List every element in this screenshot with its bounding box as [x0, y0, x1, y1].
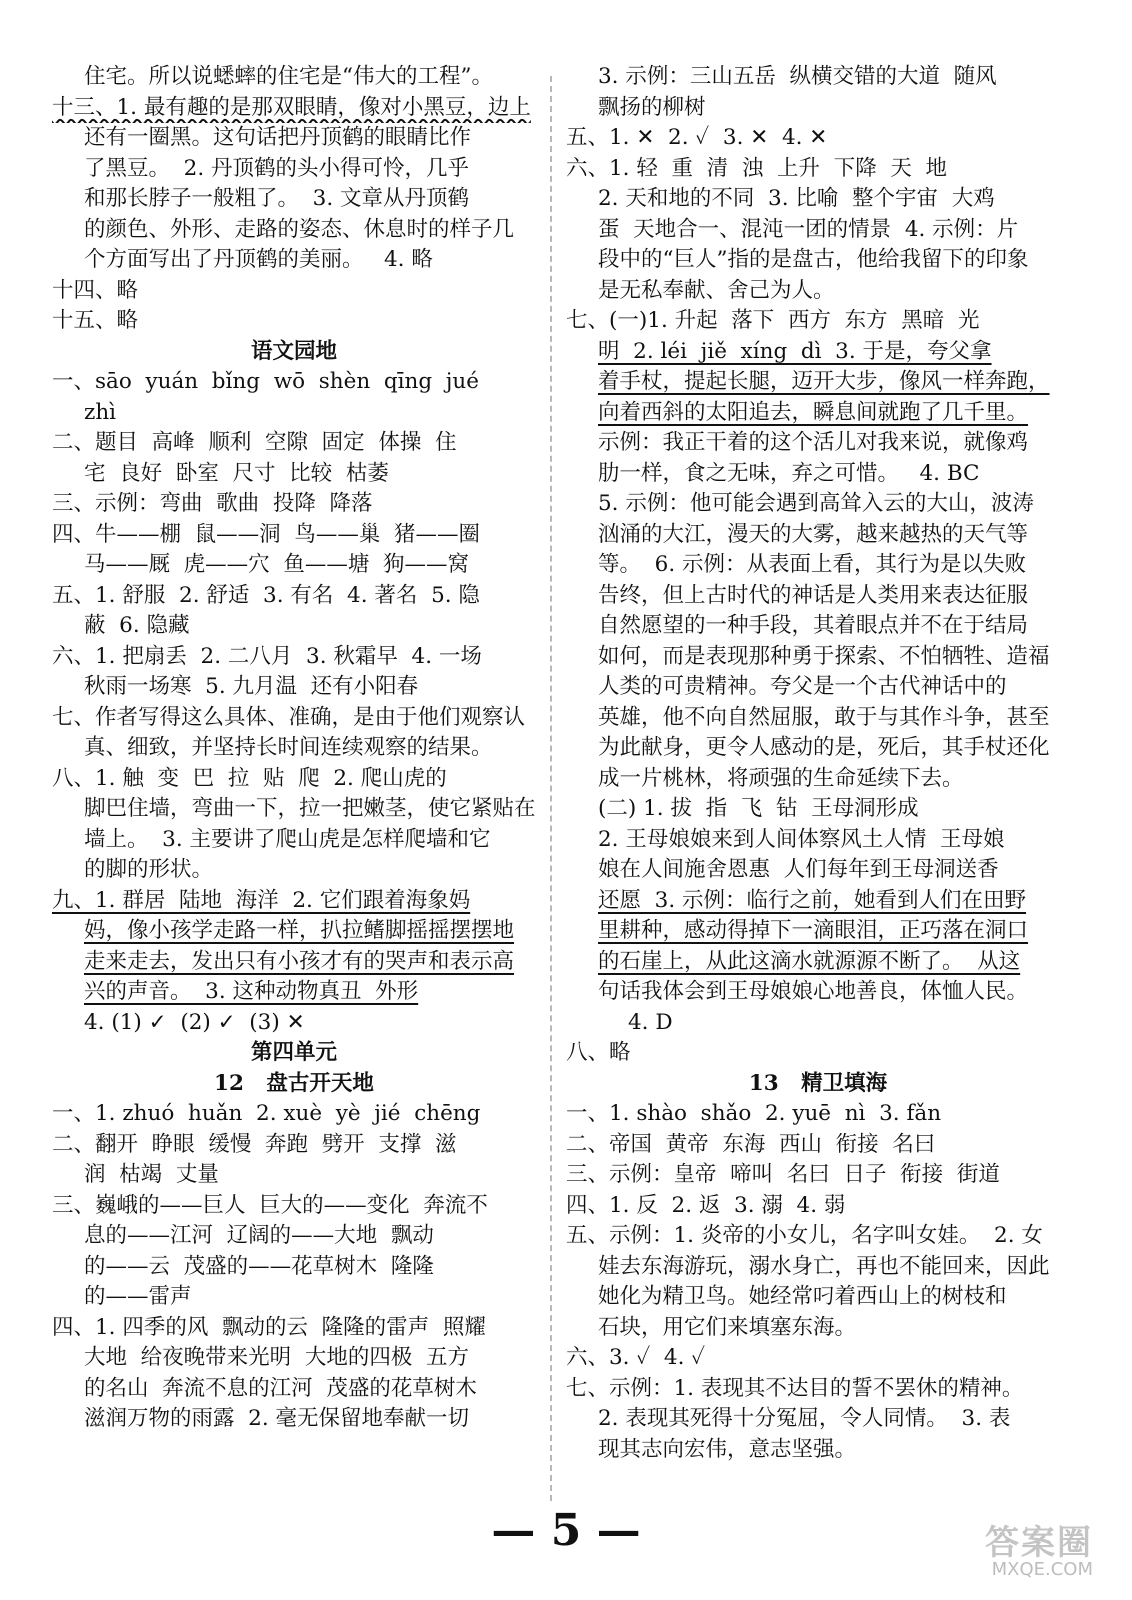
answer-line: 息的——江河 辽阔的——大地 飘动	[84, 1223, 434, 1248]
answer-line: 九、1. 群居 陆地 海洋 2. 它们跟着海象妈	[52, 887, 471, 913]
answer-line: 六、1. 把扇丢 2. 二八月 3. 秋霜早 4. 一场	[52, 643, 482, 669]
answer-line: 2. 表现其死得十分冤屈，令人同情。 3. 表	[598, 1406, 1011, 1431]
answer-line: 的——云 茂盛的——花草树木 隆隆	[84, 1253, 434, 1279]
answer-line: 的脚的形状。	[84, 857, 214, 882]
answer-line: 脚巴住墙，弯曲一下，拉一把嫩茎，使它紧贴在	[84, 796, 536, 821]
section-heading: 第四单元	[250, 1040, 337, 1065]
section-heading: 12 盘古开天地	[214, 1070, 374, 1096]
answer-line: (二) 1. 拔 指 飞 钻 王母洞形成	[598, 796, 919, 821]
answer-line: 蛋 天地合一、混沌一团的情景 4. 示例：片	[598, 216, 1019, 242]
answer-line: zhì	[84, 399, 117, 425]
answer-line: 一、sāo yuán bǐng wō shèn qīng jué	[52, 369, 479, 394]
watermark-brand: 答案圈	[985, 1523, 1093, 1563]
answer-line: 七、(一)1. 升起 落下 西方 东方 黑暗 光	[566, 308, 980, 333]
answer-line: 4. (1) ✓ (2) ✓ (3) ✕	[84, 1009, 305, 1035]
left-column	[52, 62, 536, 1435]
watermark-url: MXQE.COM	[991, 1559, 1093, 1580]
answer-line: 石块，用它们来填塞东海。	[598, 1314, 857, 1340]
answer-line: 二、题目 高峰 顺利 空隙 固定 体操 住	[52, 430, 457, 455]
answer-line: 五、示例：1. 炎帝的小女儿，名字叫女娃。 2. 女	[566, 1223, 1043, 1248]
answer-line: 成一片桃林，将顽强的生命延续下去。	[598, 765, 964, 791]
answer-line: 十五、略	[52, 308, 139, 333]
answer-line: 蔽 6. 隐藏	[84, 613, 190, 638]
answer-line: 着手杖，提起长腿，迈开大步，像风一样奔跑，	[598, 369, 1050, 394]
answer-line: 现其志向宏伟，意志坚强。	[598, 1436, 857, 1462]
answer-line: 的颜色、外形、走路的姿态、休息时的样子几	[84, 216, 515, 242]
answer-line: 和那长脖子一般粗了。 3. 文章从丹顶鹤	[84, 186, 470, 211]
answer-line: 七、示例：1. 表现其不达目的誓不罢休的精神。	[566, 1375, 1024, 1401]
answer-line: 段中的“巨人”指的是盘古，他给我留下的印象	[598, 247, 1029, 272]
section-heading: 语文园地	[250, 338, 337, 364]
answer-line: 向着西斜的太阳追去，瞬息间就跑了几千里。	[598, 399, 1029, 425]
answer-line: 八、1. 触 变 巴 拉 贴 爬 2. 爬山虎的	[52, 765, 447, 791]
answer-line: 一、1. zhuó huǎn 2. xuè yè jié chēng	[52, 1101, 481, 1126]
answer-line: 等。 6. 示例：从表面上看，其行为是以失败	[598, 552, 1027, 577]
answer-line: 娃去东海游玩，溺水身亡，再也不能回来，因此	[598, 1253, 1050, 1279]
section-heading: 13 精卫填海	[748, 1070, 888, 1096]
answer-line: 为此献身，更令人感动的是，死后，其手杖还化	[598, 735, 1050, 760]
answer-line: 六、1. 轻 重 清 浊 上升 下降 天 地	[566, 155, 948, 181]
answer-line: 宅 良好 卧室 尺寸 比较 枯萎	[84, 460, 389, 486]
answer-line: 十三、1. 最有趣的是那双眼睛，像对小黑豆，边上	[52, 94, 531, 120]
answer-line: 走来走去，发出只有小孩才有的哭声和表示高	[84, 948, 515, 974]
answer-line: 如何，而是表现那种勇于探索、不怕牺牲、造福	[598, 643, 1050, 669]
answer-line: 2. 天和地的不同 3. 比喻 整个宇宙 大鸡	[598, 186, 995, 211]
answer-line: 秋雨一场寒 5. 九月温 还有小阳春	[84, 674, 419, 699]
answer-line: 七、作者写得这么具体、准确，是由于他们观察认	[52, 704, 526, 730]
answer-line: 肋一样，食之无味，弃之可惜。 4. BC	[598, 460, 980, 486]
answer-line: 里耕种，感动得掉下一滴眼泪，正巧落在洞口	[598, 918, 1029, 943]
answer-line: 润 枯竭 丈量	[84, 1162, 219, 1187]
answer-line: 滋润万物的雨露 2. 毫无保留地奉献一切	[84, 1406, 470, 1431]
answer-line: 了黑豆。 2. 丹顶鹤的头小得可怜，几乎	[84, 155, 470, 181]
answer-line: 飘扬的柳树	[598, 94, 706, 120]
column-divider	[550, 76, 552, 1501]
answer-line: 个方面写出了丹顶鹤的美丽。 4. 略	[84, 247, 433, 272]
answer-line: 马——厩 虎——穴 鱼——塘 狗——窝	[84, 552, 470, 577]
answer-line: 示例：我正干着的这个活儿对我来说，就像鸡	[598, 430, 1029, 455]
answer-line: 英雄，他不向自然屈服，敢于与其作斗争，甚至	[598, 704, 1050, 730]
answer-line: 二、帝国 黄帝 东海 西山 衔接 名曰	[566, 1131, 936, 1157]
answer-line: 妈，像小孩学走路一样，扒拉鳍脚摇摇摆摆地	[84, 918, 515, 943]
answer-line: 三、示例：皇帝 啼叫 名曰 日子 衔接 街道	[566, 1162, 1000, 1187]
answer-line: 的——雷声	[84, 1284, 192, 1309]
answer-line: 八、略	[566, 1040, 631, 1065]
answer-line: 一、1. shào shǎo 2. yuē nì 3. fǎn	[566, 1101, 942, 1126]
answer-line: 还愿 3. 示例：临行之前，她看到人们在田野	[598, 887, 1027, 913]
answer-line: 五、1. 舒服 2. 舒适 3. 有名 4. 著名 5. 隐	[52, 582, 480, 608]
answer-line: 4. D	[628, 1009, 673, 1035]
answer-line: 2. 王母娘娘来到人间体察风土人情 王母娘	[598, 826, 1005, 852]
answer-line: 自然愿望的一种手段，其着眼点并不在于结局	[598, 613, 1029, 638]
answer-line: 三、巍峨的——巨人 巨大的——变化 奔流不	[52, 1192, 488, 1218]
answer-line: 四、1. 反 2. 返 3. 溺 4. 弱	[566, 1192, 846, 1218]
page-number: — 5 —	[491, 1505, 641, 1556]
answer-line: 的名山 奔流不息的江河 茂盛的花草树木	[84, 1375, 477, 1401]
answer-line: 是无私奉献、舍己为人。	[598, 277, 835, 303]
answer-line: 还有一圈黑。这句话把丹顶鹤的眼睛比作	[84, 125, 472, 150]
answer-line: 五、1. ✕ 2. ✓ 3. ✕ 4. ✕	[566, 125, 828, 150]
answer-line: 六、3. ✓ 4. ✓	[566, 1345, 706, 1370]
answer-line: 的石崖上，从此这滴水就源源不断了。 从这	[598, 948, 1021, 974]
answer-line: 四、牛——棚 鼠——洞 鸟——巢 猪——圈	[52, 521, 481, 547]
answer-line: 住宅。所以说蟋蟀的住宅是“伟大的工程”。	[84, 64, 493, 89]
watermark-logo	[937, 1515, 1097, 1587]
answer-line: 十四、略	[52, 277, 139, 303]
answer-line: 人类的可贵精神。夸父是一个古代神话中的	[598, 674, 1007, 699]
answer-line: 二、翻开 睁眼 缓慢 奔跑 劈开 支撑 滋	[52, 1131, 457, 1157]
answer-line: 四、1. 四季的风 飘动的云 隆隆的雷声 照耀	[52, 1314, 486, 1340]
answer-line: 明 2. léi jiě xíng dì 3. 于是，夸父拿	[598, 338, 992, 364]
answer-line: 兴的声音。 3. 这种动物真丑 外形	[84, 979, 419, 1004]
answer-line: 告终，但上古时代的神话是人类用来表达征服	[598, 582, 1029, 608]
answer-line: 句话我体会到王母娘娘心地善良，体恤人民。	[598, 979, 1029, 1004]
answer-line: 5. 示例：他可能会遇到高耸入云的大山，波涛	[598, 491, 1034, 516]
answer-line: 墙上。 3. 主要讲了爬山虎是怎样爬墙和它	[84, 826, 491, 852]
answer-line: 娘在人间施舍恩惠 人们每年到王母洞送香	[598, 857, 999, 882]
answer-line: 汹涌的大江，漫天的大雾，越来越热的天气等	[598, 521, 1029, 547]
answer-line: 她化为精卫鸟。她经常叼着西山上的树枝和	[598, 1284, 1007, 1309]
right-column	[566, 62, 1070, 1465]
answer-line: 3. 示例：三山五岳 纵横交错的大道 随风	[598, 64, 997, 89]
answer-line: 大地 给夜晚带来光明 大地的四极 五方	[84, 1345, 470, 1370]
answer-line: 三、示例：弯曲 歌曲 投降 降落	[52, 491, 373, 516]
answer-line: 真、细致，并坚持长时间连续观察的结果。	[84, 735, 493, 760]
